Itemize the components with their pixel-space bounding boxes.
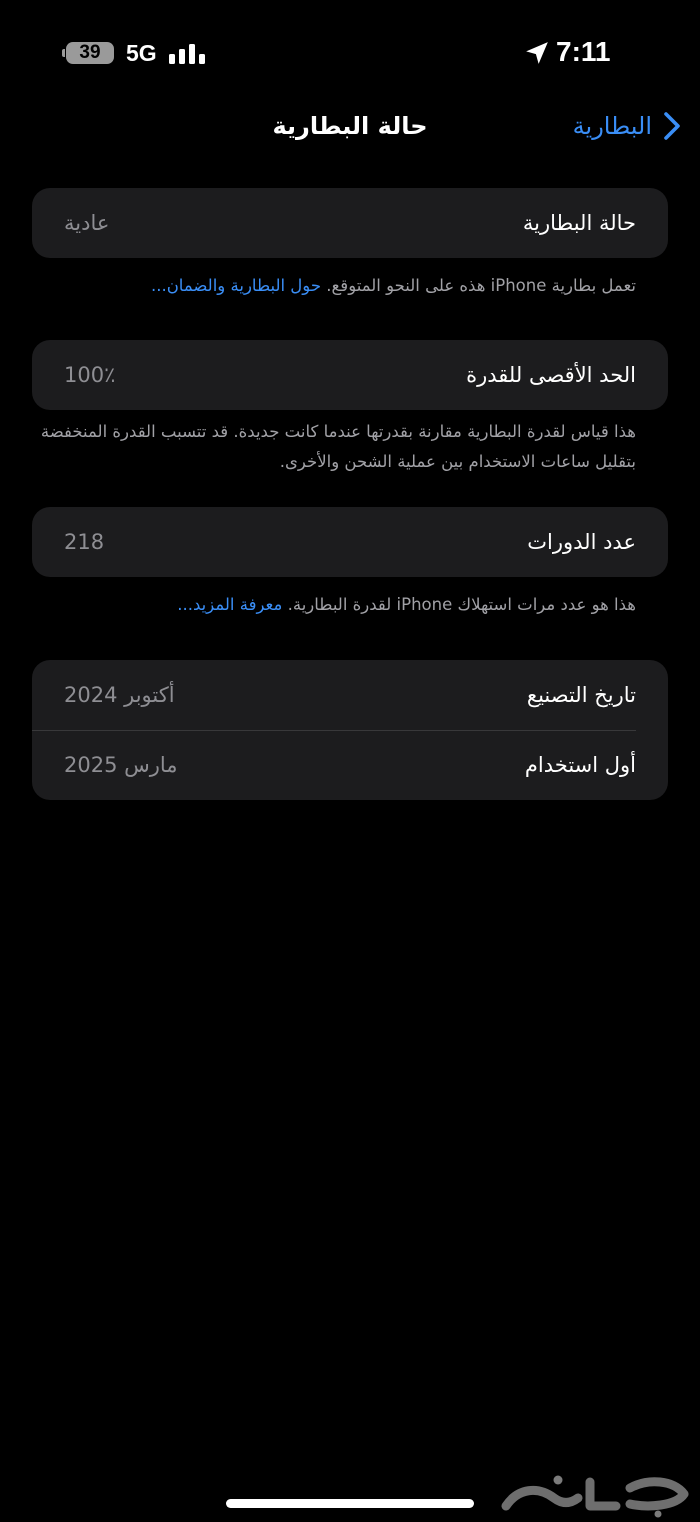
network-type: 5G bbox=[126, 40, 157, 66]
status-bar bbox=[0, 28, 700, 78]
first-use-row bbox=[32, 730, 668, 800]
back-button-label: البطارية bbox=[572, 112, 652, 140]
battery-health-footnote bbox=[32, 271, 636, 301]
cycle-count-value: 218 bbox=[64, 530, 105, 554]
battery-health-footnote-text: تعمل بطارية iPhone هذه على النحو المتوقع. bbox=[321, 276, 636, 295]
location-arrow-icon bbox=[524, 40, 550, 66]
nav-bar bbox=[0, 104, 700, 148]
home-indicator bbox=[226, 1499, 474, 1508]
first-use-label: أول استخدام bbox=[524, 753, 636, 777]
max-capacity-footnote bbox=[32, 417, 636, 477]
battery-health-value: عادية bbox=[64, 211, 110, 235]
first-use-value: مارس 2025 bbox=[64, 753, 178, 777]
manufacture-date-row bbox=[32, 660, 668, 730]
cycle-count-row bbox=[32, 507, 668, 577]
battery-icon bbox=[66, 42, 114, 64]
battery-level: 39 bbox=[79, 42, 101, 63]
battery-health-label: حالة البطارية bbox=[522, 211, 636, 235]
max-capacity-footnote-text: هذا قياس لقدرة البطارية مقارنة بقدرتها عندما كانت جديدة. قد تتسبب القدرة المنخفضة بتقليل ساعات الاستخدام بين عملية الشحن والأخرى. bbox=[40, 422, 636, 471]
haraj-logo-icon bbox=[498, 1468, 694, 1518]
dates-group bbox=[32, 660, 668, 800]
back-button[interactable] bbox=[573, 108, 682, 144]
battery-warranty-link[interactable]: حول البطارية والضمان... bbox=[150, 276, 322, 295]
manufacture-date-label: تاريخ التصنيع bbox=[526, 683, 636, 707]
page-title: حالة البطارية bbox=[272, 112, 428, 140]
max-capacity-value: 100٪ bbox=[64, 363, 116, 387]
max-capacity-group bbox=[32, 340, 668, 410]
battery-nub bbox=[62, 49, 65, 57]
battery-health-group bbox=[32, 188, 668, 258]
battery-health-row bbox=[32, 188, 668, 258]
cycle-count-footnote-text: هذا هو عدد مرات استهلاك iPhone لقدرة البطارية. bbox=[282, 595, 636, 614]
signal-bars-icon bbox=[168, 42, 206, 64]
learn-more-link[interactable]: معرفة المزيد... bbox=[177, 595, 283, 614]
cycle-count-label: عدد الدورات bbox=[527, 530, 636, 554]
max-capacity-label: الحد الأقصى للقدرة bbox=[466, 363, 636, 387]
max-capacity-row bbox=[32, 340, 668, 410]
cycle-count-group bbox=[32, 507, 668, 577]
manufacture-date-value: أكتوبر 2024 bbox=[64, 683, 175, 707]
cycle-count-footnote bbox=[32, 590, 636, 620]
status-time: 7:11 bbox=[556, 36, 611, 67]
chevron-right-icon bbox=[662, 111, 682, 141]
